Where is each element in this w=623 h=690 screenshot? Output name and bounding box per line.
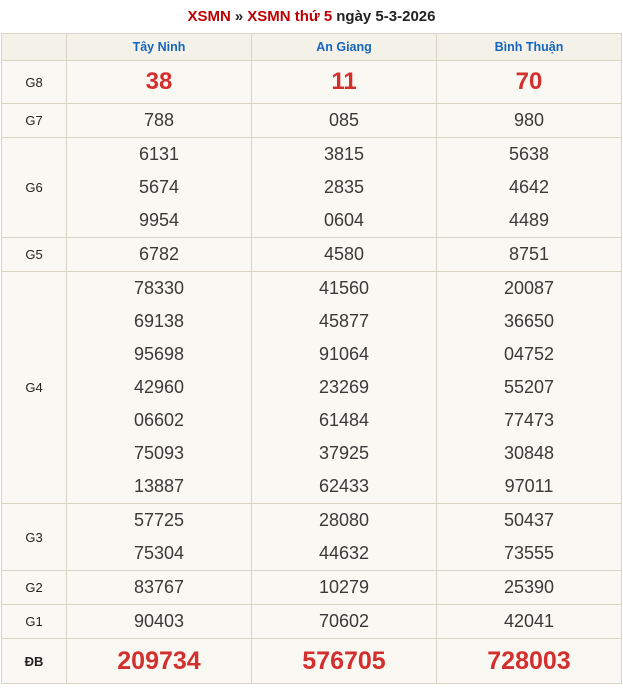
prize-number: 6131 bbox=[138, 144, 180, 164]
province-header-1[interactable]: An Giang bbox=[252, 34, 437, 61]
prize-label-g8: G8 bbox=[2, 61, 67, 104]
table-row bbox=[2, 104, 622, 138]
results-table bbox=[1, 33, 622, 684]
prize-cell-g6-0 bbox=[67, 138, 252, 238]
prize-label-g4: G4 bbox=[2, 272, 67, 504]
prize-cell-g3-2 bbox=[437, 504, 622, 571]
prize-number: 5674 bbox=[138, 177, 180, 197]
prize-cell-g5-2 bbox=[437, 238, 622, 272]
corner-header bbox=[2, 34, 67, 61]
prize-number: 20087 bbox=[503, 278, 555, 298]
prize-number: 37925 bbox=[318, 443, 370, 463]
table-row bbox=[2, 605, 622, 639]
prize-number: 0604 bbox=[323, 210, 365, 230]
prize-label-g7: G7 bbox=[2, 104, 67, 138]
table-row bbox=[2, 138, 622, 238]
prize-cell-g1-0 bbox=[67, 605, 252, 639]
prize-cell-g2-2 bbox=[437, 571, 622, 605]
prize-number: 70 bbox=[515, 68, 543, 95]
prize-label-g5: G5 bbox=[2, 238, 67, 272]
prize-number: 91064 bbox=[318, 344, 370, 364]
prize-number: 6782 bbox=[138, 244, 180, 264]
prize-label-đb: ĐB bbox=[2, 639, 67, 684]
prize-number: 97011 bbox=[504, 476, 554, 496]
prize-cell-g5-0 bbox=[67, 238, 252, 272]
prize-label-g6: G6 bbox=[2, 138, 67, 238]
table-row bbox=[2, 639, 622, 684]
prize-number: 04752 bbox=[503, 344, 555, 364]
prize-cell-g4-1 bbox=[252, 272, 437, 504]
prize-cell-g7-0 bbox=[67, 104, 252, 138]
prize-number: 728003 bbox=[487, 647, 571, 675]
prize-number: 62433 bbox=[318, 476, 370, 496]
prize-number: 73555 bbox=[503, 543, 555, 563]
prize-number: 45877 bbox=[318, 311, 370, 331]
prize-cell-g3-0 bbox=[67, 504, 252, 571]
prize-number: 42960 bbox=[133, 377, 185, 397]
prize-cell-đb-0 bbox=[67, 639, 252, 684]
table-row bbox=[2, 504, 622, 571]
prize-number: 11 bbox=[331, 68, 357, 95]
province-header-0[interactable]: Tây Ninh bbox=[67, 34, 252, 61]
prize-number: 57725 bbox=[133, 510, 185, 530]
prize-number: 38 bbox=[145, 68, 173, 95]
prize-number: 90403 bbox=[133, 611, 185, 631]
prize-number: 61484 bbox=[318, 410, 370, 430]
prize-cell-g6-2 bbox=[437, 138, 622, 238]
result-title-link[interactable]: XSMN thứ 5 bbox=[247, 8, 333, 25]
prize-number: 28080 bbox=[318, 510, 370, 530]
prize-number: 3815 bbox=[323, 144, 365, 164]
prize-number: 576705 bbox=[302, 647, 386, 675]
prize-number: 77473 bbox=[503, 410, 555, 430]
prize-number: 9954 bbox=[138, 210, 180, 230]
prize-number: 25390 bbox=[503, 577, 555, 597]
prize-number: 4580 bbox=[323, 244, 365, 264]
region-link[interactable]: XSMN bbox=[187, 8, 231, 25]
prize-number: 8751 bbox=[508, 244, 550, 264]
prize-label-g2: G2 bbox=[2, 571, 67, 605]
prize-number: 980 bbox=[513, 110, 545, 130]
prize-number: 30848 bbox=[503, 443, 555, 463]
table-row bbox=[2, 272, 622, 504]
prize-cell-g2-1 bbox=[252, 571, 437, 605]
prize-cell-g7-1 bbox=[252, 104, 437, 138]
prize-cell-g1-1 bbox=[252, 605, 437, 639]
prize-number: 55207 bbox=[503, 377, 555, 397]
prize-number: 085 bbox=[328, 110, 360, 130]
prize-number: 36650 bbox=[503, 311, 555, 331]
prize-number: 83767 bbox=[133, 577, 185, 597]
prize-cell-g5-1 bbox=[252, 238, 437, 272]
breadcrumb-separator: » bbox=[234, 8, 244, 25]
prize-cell-g8-0 bbox=[67, 61, 252, 104]
prize-number: 41560 bbox=[318, 278, 370, 298]
page-header bbox=[0, 0, 623, 33]
prize-number: 42041 bbox=[503, 611, 555, 631]
prize-cell-g8-2 bbox=[437, 61, 622, 104]
prize-number: 78330 bbox=[133, 278, 185, 298]
prize-cell-g1-2 bbox=[437, 605, 622, 639]
result-date: ngày 5-3-2026 bbox=[336, 8, 436, 25]
prize-cell-g7-2 bbox=[437, 104, 622, 138]
prize-label-g1: G1 bbox=[2, 605, 67, 639]
prize-number: 69138 bbox=[133, 311, 185, 331]
prize-cell-g2-0 bbox=[67, 571, 252, 605]
table-header-row bbox=[2, 34, 622, 61]
prize-cell-g3-1 bbox=[252, 504, 437, 571]
prize-cell-g8-1 bbox=[252, 61, 437, 104]
prize-cell-đb-1 bbox=[252, 639, 437, 684]
table-row bbox=[2, 571, 622, 605]
prize-number: 95698 bbox=[133, 344, 185, 364]
prize-cell-g4-0 bbox=[67, 272, 252, 504]
prize-number: 70602 bbox=[318, 611, 370, 631]
prize-cell-đb-2 bbox=[437, 639, 622, 684]
prize-number: 50437 bbox=[503, 510, 555, 530]
prize-cell-g4-2 bbox=[437, 272, 622, 504]
province-header-2[interactable]: Bình Thuận bbox=[437, 34, 622, 61]
prize-number: 4489 bbox=[508, 210, 550, 230]
prize-number: 5638 bbox=[508, 144, 550, 164]
prize-number: 75093 bbox=[133, 443, 185, 463]
table-row bbox=[2, 61, 622, 104]
prize-number: 10279 bbox=[318, 577, 370, 597]
prize-number: 06602 bbox=[133, 410, 185, 430]
table-row bbox=[2, 238, 622, 272]
prize-number: 75304 bbox=[133, 543, 185, 563]
prize-number: 44632 bbox=[318, 543, 370, 563]
results-table-body bbox=[2, 61, 622, 684]
prize-number: 209734 bbox=[117, 647, 201, 675]
prize-number: 23269 bbox=[318, 377, 370, 397]
results-table-head bbox=[2, 34, 622, 61]
prize-number: 788 bbox=[143, 110, 175, 130]
prize-cell-g6-1 bbox=[252, 138, 437, 238]
prize-number: 4642 bbox=[508, 177, 550, 197]
prize-number: 2835 bbox=[323, 177, 365, 197]
prize-label-g3: G3 bbox=[2, 504, 67, 571]
prize-number: 13887 bbox=[133, 476, 185, 496]
